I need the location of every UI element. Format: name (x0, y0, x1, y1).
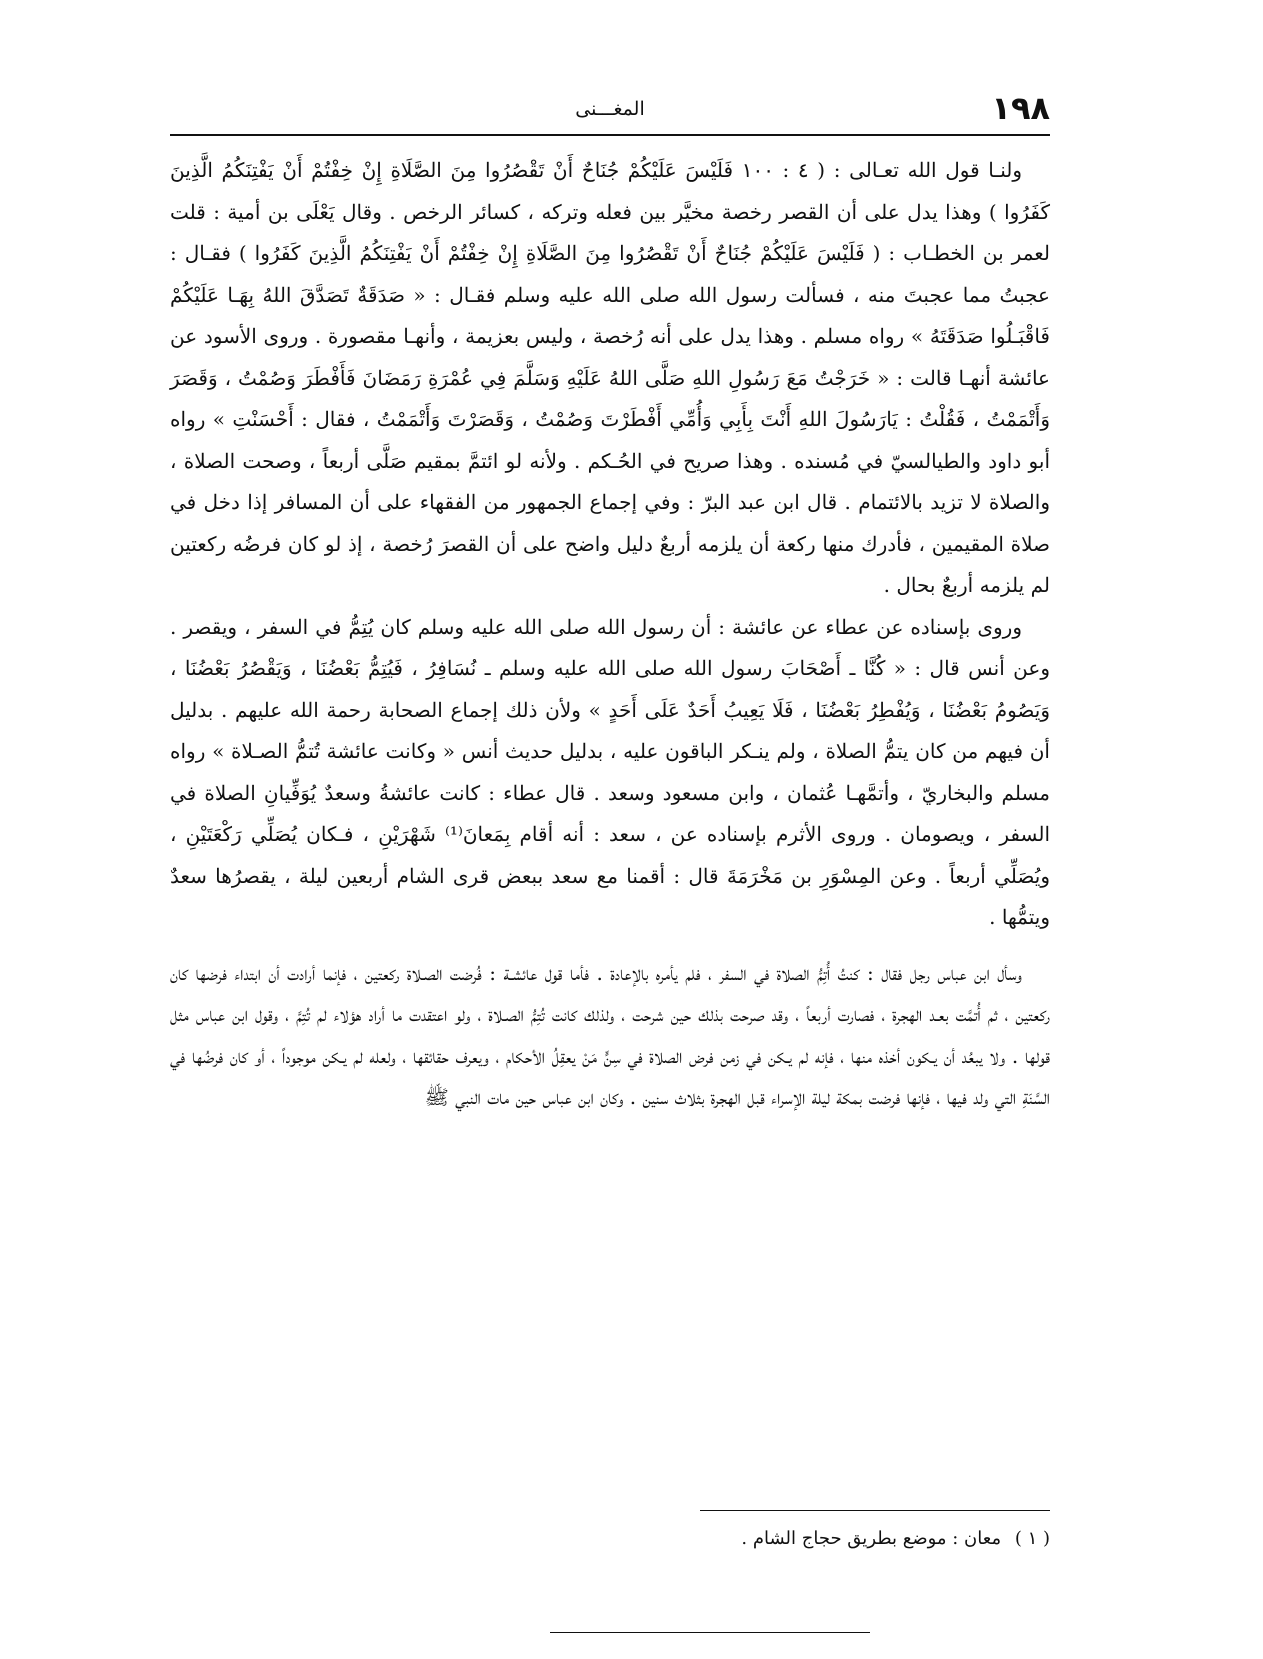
page-number: ١٩٨ (991, 89, 1050, 127)
paragraph: ولنـا قول الله تعـالى : ( ٤ : ١٠٠ فَلَيْسَ عَلَيْكُمْ جُنَاحٌ أَنْ تَقْصُرُوا مِنَ الصَّلَاةِ إِنْ خِفْتُمْ أَنْ يَفْتِنَكُمُ الَّذِينَ كَفَرُوا ) وهذا يدل على أن القصر رخصة مخيَّر بين فعله وتركه ، كسائر الرخص . وقال يَعْلَى بن أمية : قلت لعمر بن الخطـاب : ( فَلَيْسَ عَلَيْكُمْ جُنَاحٌ أَنْ تَقْصُرُوا مِنَ الصَّلَاةِ إِنْ خِفْتُمْ أَنْ يَفْتِنَكُمُ الَّذِينَ كَفَرُوا ) فقـال : عجبتُ مما عجبتَ منه ، فسألت رسول الله صلى الله عليه وسلم فقـال : « صَدَقَةٌ تَصَدَّقَ اللهُ بِهَـا عَلَيْكُمْ فَاقْبَـلُوا صَدَقَتَهُ » رواه مسلم . وهذا يدل على أنه رُخصة ، وليس بعزيمة ، وأنهـا مقصورة . وروى الأسود عن عائشة أنهـا قالت : « خَرَجْتُ مَعَ رَسُولِ اللهِ صَلَّى اللهُ عَلَيْهِ وَسَلَّمَ فِي عُمْرَةِ رَمَضَانَ فَأَفْطَرَ وَصُمْتُ ، وَقَصَرَ وَأَتْمَمْتُ ، فَقُلْتُ : يَارَسُولَ اللهِ أَنْتَ بِأَبِي وَأُمِّي أَفْطَرْتَ وَصُمْتُ ، وَقَصَرْتَ وَأَتْمَمْتُ ، فقال : أَحْسَنْتِ » رواه أبو داود والطيالسيّ في مُسنده . وهذا صريح في الحُـكم . ولأنه لو ائتمَّ بمقيم صَلَّى أربعاً ، وصحت الصلاة ، والصلاة لا تزيد بالائتمام . قال ابن عبد البرّ : وفي إجماع الجمهور من الفقهاء على أن المسافر إذا دخل في صلاة المقيمين ، فأدرك منها ركعة أن يلزمه أربعٌ دليل واضح على أن القصرَ رُخصة ، إذ لو كان فرضُه ركعتين لم يلزمه أربعٌ بحال . (170, 158, 1050, 597)
running-title: المغـــنى (575, 98, 645, 120)
paragraph: وسأل ابن عباس رجل فقال : كنتُ أُتِمُّ الصلاة في السفر ، فلم يأمره بالإعادة . فأما قول عائشـة : فُرضت الصـلاة ركعتين ، فإنما أرادت أن ابتداء فرضها كان ركعتين ، ثم أُتمَّت بعـد الهجرة ، فصارت أربعاً ، وقد صرحت بذلك حين شرحت ، ولذلك كانت تُتِمُّ الصـلاة ، ولو اعتقدت ما أراد هؤلاء لم تُتِمَّ ، وقول ابن عباس مثل قولها . ولا يبعُد أن يـكون أخذه منها ، فإنه لم يـكن في زمن فرض الصلاة في سِنٍّ مَنْ يعقِلُ الأحكام ، ويعرف حقائقها ، ولعله لم يـكن موجوداً ، أو كان فرضُها في السَّنَةِ التي ولد فيها ، فإنها فرضت بمكة ليلة الإسراء قبل الهجرة بثلاث سنين . وكان ابن عباس حين مات النبي ﷺ (170, 960, 1050, 1109)
page-header (170, 88, 1050, 134)
footnote-rule (700, 1510, 1050, 1511)
paragraph: وروى بإسناده عن عطاء عن عائشة : أن رسول الله صلى الله عليه وسلم كان يُتِمُّ في السفر ، ويقصر . وعن أنس قال : « كُنَّا ـ أَصْحَابَ رسول الله صلى الله عليه وسلم ـ نُسَافِرُ ، فَيُتِمُّ بَعْضُنَا ، وَيَقْصُرُ بَعْضُنَا ، وَيَصُومُ بَعْضُنَا ، وَيُفْطِرُ بَعْضُنَا ، فَلَا يَعِيبُ أَحَدٌ عَلَى أَحَدٍ » ولأن ذلك إجماع الصحابة رحمة الله عليهم . بدليل أن فيهم من كان يتمُّ الصلاة ، ولم ينـكر الباقون عليه ، بدليل حديث أنس « وكانت عائشة تُتمُّ الصـلاة » رواه مسلم والبخاريّ ، وأتمَّهـا عُثمان ، وابن مسعود وسعد . قال عطاء : كانت عائشةُ وسعدٌ يُوَفِّيانِ الصلاة في السفر ، ويصومان . وروى الأثرم بإسناده عن ، سعد : أنه أقام بِمَعانَ⁽¹⁾ شَهْرَيْنِ ، فـكان يُصَلِّي رَكْعَتَيْنِ ، ويُصَلِّي أربعاً . وعن المِسْوَرِ بن مَخْرَمَةَ قال : أقمنا مع سعد ببعض قرى الشام أربعين ليلة ، يقصرُها سعدٌ ويتمُّها . (170, 614, 1050, 929)
footer-rule (550, 1632, 870, 1633)
footnote (170, 1524, 1050, 1554)
header-rule (170, 134, 1050, 136)
footnote-marker: ( ١ ) (1014, 1528, 1050, 1549)
footnote-text: معان : موضع بطريق حجاج الشام . (741, 1528, 1002, 1549)
main-text (170, 150, 1050, 1119)
